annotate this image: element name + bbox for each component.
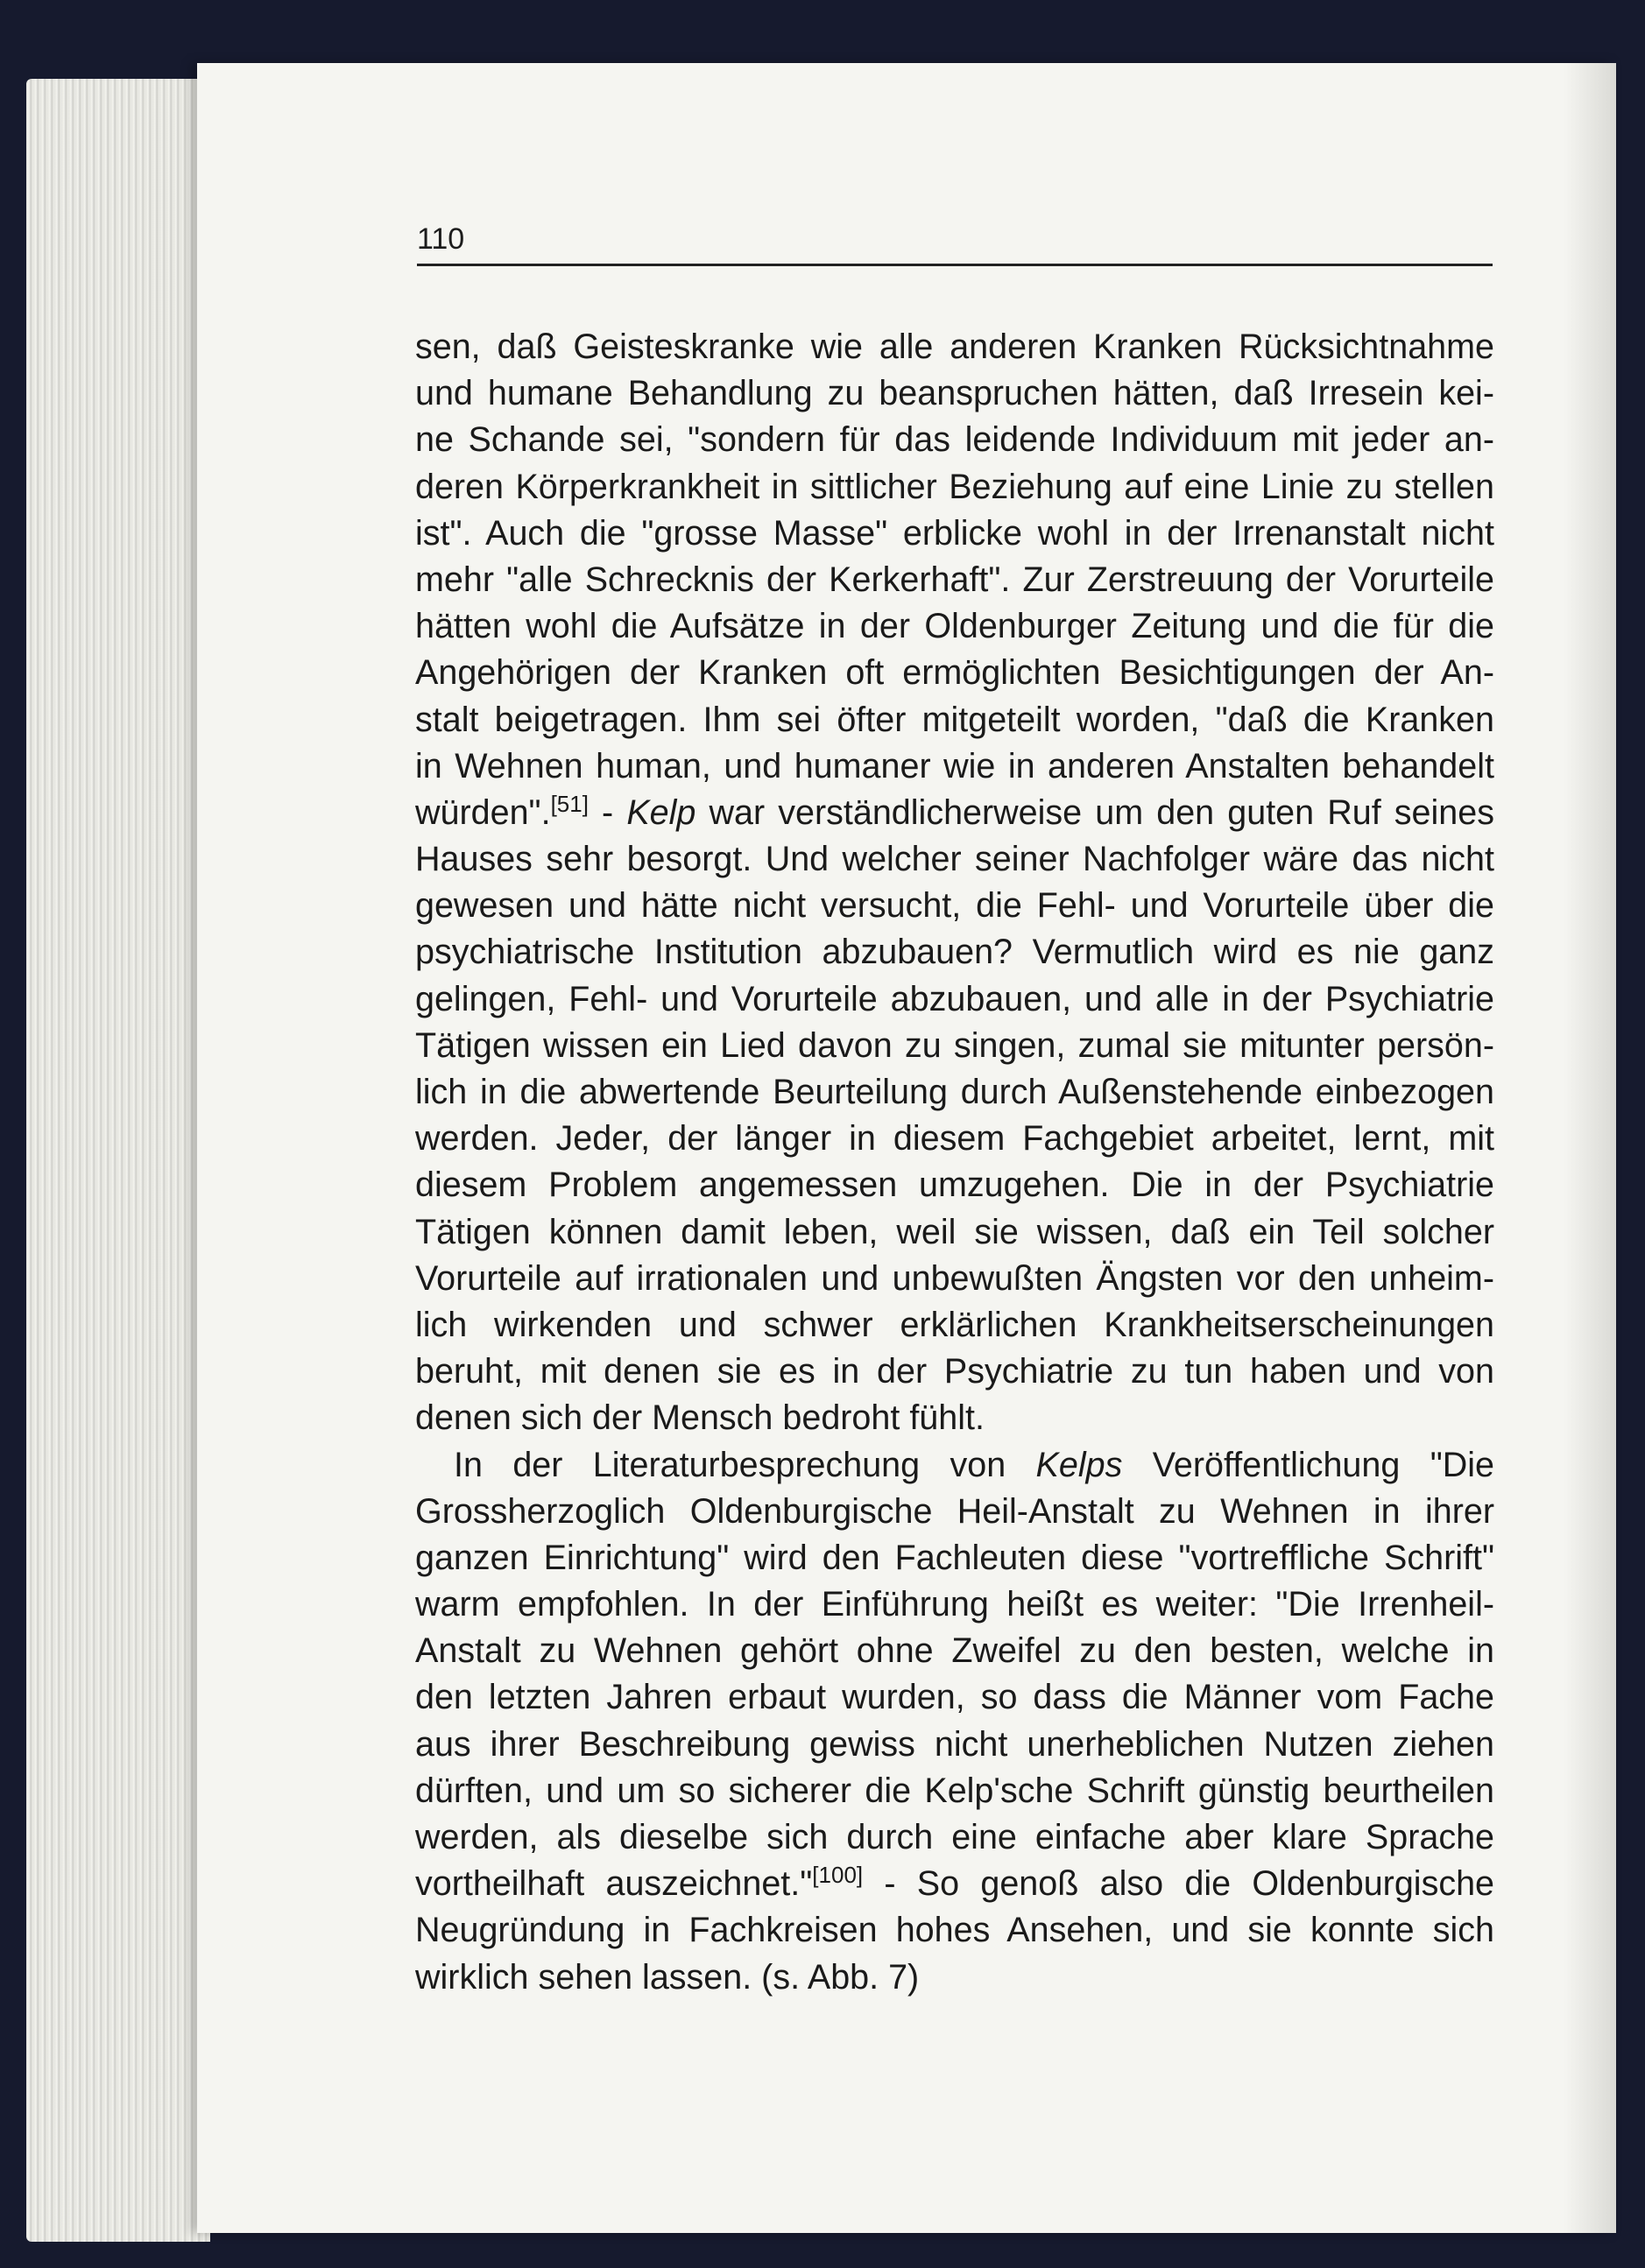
text-line: Angehörigen der Kranken oft ermöglichten Besichtigungen der An- (415, 653, 1494, 693)
text-segment: vortheilhaft auszeichnet." (415, 1864, 813, 1904)
text-line: deren Körperkrankheit in sittlicher Beziehung auf eine Linie zu stellen (415, 467, 1494, 506)
text-line: Hauses sehr besorgt. Und welcher seiner Nachfolger wäre das nicht (415, 840, 1494, 879)
text-line (415, 790, 1494, 836)
text-line: Grossherzoglich Oldenburgische Heil-Anstalt zu Wehnen in ihrer (415, 1491, 1494, 1531)
text-line: ganzen Einrichtung" wird den Fachleuten diese "vortreffliche Schrift" (415, 1538, 1494, 1577)
text-line: warm empfohlen. In der Einführung heißt es weiter: "Die Irrenheil- (415, 1585, 1494, 1624)
text-line: stalt beigetragen. Ihm sei öfter mitgeteilt worden, "daß die Kranken (415, 700, 1494, 739)
text-line: gelingen, Fehl- und Vorurteile abzubauen, und alle in der Psychiatrie (415, 979, 1494, 1018)
text-segment: Veröffentlichung "Die (1122, 1445, 1494, 1484)
footnote-reference: [100] (812, 1862, 864, 1889)
text-line: ne Schande sei, "sondern für das leidende Individuum mit jeder an- (415, 420, 1494, 460)
text-line: beruht, mit denen sie es in der Psychiatrie zu tun haben und von (415, 1352, 1494, 1391)
text-segment: In der Literaturbesprechung von (454, 1445, 1036, 1484)
text-line: gewesen und hätte nicht versucht, die Fehl- und Vorurteile über die (415, 886, 1494, 926)
text-line: hätten wohl die Aufsätze in der Oldenburger Zeitung und die für die (415, 607, 1494, 646)
text-line: ist". Auch die "grosse Masse" erblicke wohl in der Irrenanstalt nicht (415, 513, 1494, 553)
text-line: Neugründung in Fachkreisen hohes Ansehen, und sie konnte sich (415, 1911, 1494, 1950)
text-line: lich wirkenden und schwer erklärlichen Krankheitserscheinungen (415, 1305, 1494, 1344)
text-line: und humane Behandlung zu beanspruchen hätten, daß Irresein kei- (415, 374, 1494, 413)
page-fold-shadow (1564, 63, 1616, 2233)
text-segment: - (588, 792, 627, 832)
text-segment: war verständlicherweise um den guten Ruf seines (695, 792, 1494, 832)
text-segment: - So genoß also die Oldenburgische (863, 1864, 1495, 1904)
text-line (415, 1861, 1494, 1907)
book-page-edges (26, 79, 210, 2242)
text-line: sen, daß Geisteskranke wie alle anderen Kranken Rücksichtnahme (415, 328, 1494, 366)
text-segment: würden". (415, 792, 551, 832)
text-line: den letzten Jahren erbaut wurden, so dass die Männer vom Fache (415, 1678, 1494, 1717)
text-line: mehr "alle Schrecknis der Kerkerhaft". Zur Zerstreuung der Vorurteile (415, 560, 1494, 599)
text-line: werden. Jeder, der länger in diesem Fachgebiet arbeitet, lernt, mit (415, 1119, 1494, 1159)
text-line: Tätigen wissen ein Lied davon zu singen, zumal sie mitunter persön- (415, 1025, 1494, 1065)
text-line: aus ihrer Beschreibung gewiss nicht unerheblichen Nutzen ziehen (415, 1724, 1494, 1764)
page-number: 110 (417, 222, 465, 256)
text-line: lich in die abwertende Beurteilung durch Außenstehende einbezogen (415, 1073, 1494, 1111)
text-line: Vorurteile auf irrationalen und unbewußten Ängsten vor den unheim- (415, 1258, 1494, 1298)
italic-name: Kelp (626, 792, 696, 832)
footnote-reference: [51] (550, 790, 589, 817)
text-line: diesem Problem angemessen umzugehen. Die in der Psychiatrie (415, 1166, 1494, 1205)
text-line: werden, als dieselbe sich durch eine einfache aber klare Sprache (415, 1818, 1494, 1856)
text-line: denen sich der Mensch bedroht fühlt. (415, 1398, 985, 1438)
text-line: Tätigen können damit leben, weil sie wissen, daß ein Teil solcher (415, 1212, 1494, 1251)
italic-name: Kelps (1035, 1445, 1123, 1484)
page-header (417, 215, 1493, 266)
body-text (415, 324, 1494, 2001)
text-line: psychiatrische Institution abzubauen? Vermutlich wird es nie ganz (415, 933, 1494, 972)
text-line: dürften, und um so sicherer die Kelp'sche Schrift günstig beurtheilen (415, 1771, 1494, 1810)
text-line: wirklich sehen lassen. (s. Abb. 7) (415, 1957, 920, 1997)
text-line: in Wehnen human, und humaner wie in anderen Anstalten behandelt (415, 746, 1494, 785)
text-line (415, 1442, 1494, 1489)
text-line: Anstalt zu Wehnen gehört ohne Zweifel zu den besten, welche in (415, 1631, 1494, 1671)
